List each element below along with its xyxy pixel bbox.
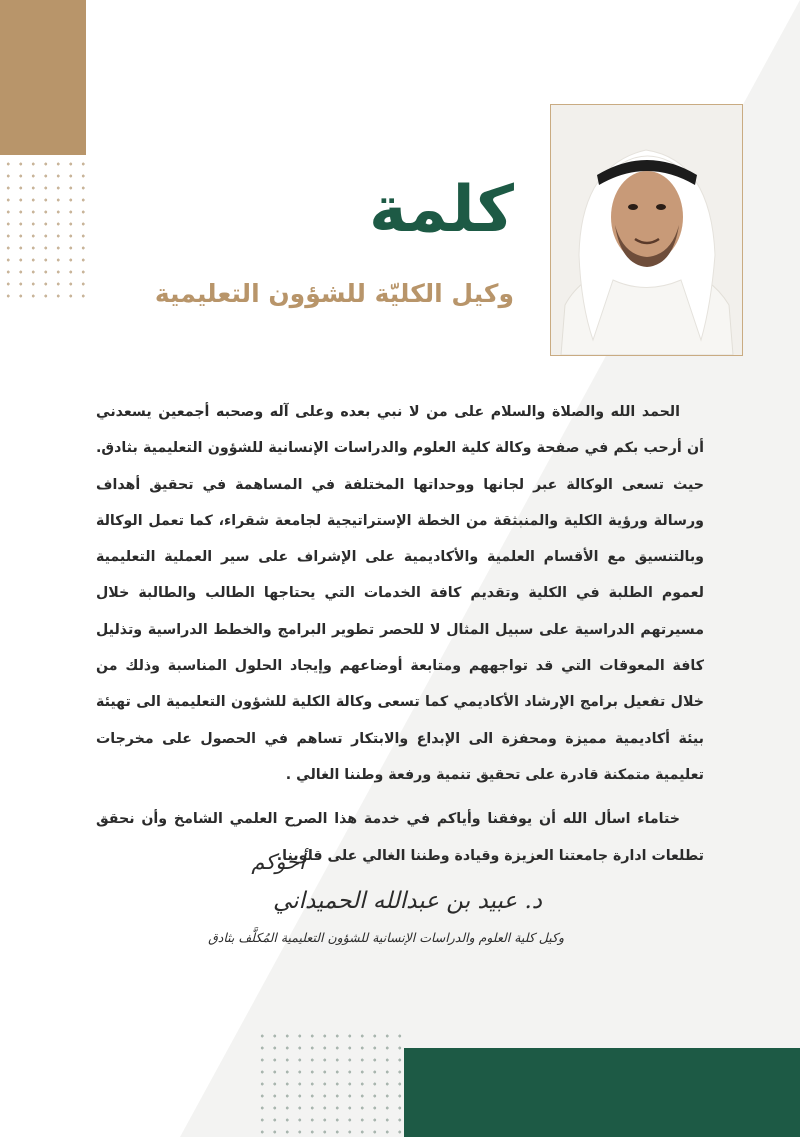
page-title: كلمة (368, 173, 514, 247)
portrait-photo (550, 104, 743, 356)
signature-greeting: أخوكم (251, 850, 305, 874)
signature-title: وكيل كلية العلوم والدراسات الإنسانية للشؤون التعليمية المُكلَّف بثادق (208, 930, 564, 945)
dot-pattern-bottom (256, 1030, 406, 1137)
green-accent-block (404, 1048, 800, 1137)
dot-pattern-left (2, 158, 88, 306)
gold-accent-bar (0, 0, 86, 155)
message-body (96, 394, 704, 874)
page-subtitle: وكيل الكليّة للشؤون التعليمية (154, 279, 514, 308)
message-paragraph-closing: ختاماء اسأل الله أن يوفقنا وأياكم في خدمة هذا الصرح العلمي الشامخ وأن نحقق تطلعات ادارة جامعتنا العزيزة وقيادة وطننا الغالي على قلوبنا. (96, 811, 704, 864)
signature-name: د. عبيد بن عبدالله الحميداني (273, 888, 542, 914)
portrait-photo-icon (551, 105, 742, 355)
message-paragraph: الحمد الله والصلاة والسلام على من لا نبي بعده وعلى آله وصحبه أجمعين يسعدني أن أرحب بكم في صفحة وكالة كلية العلوم والدراسات الإنسانية للشؤون التعليمية بثادق. حيث تسعى الوكالة عبر لجانها ووحداتها المختلفة في المساهمة في تحقيق أهداف ورسالة ورؤية الكلية والمنبثقة من الخطة الإستراتيجية لجامعة شقراء، كما تعمل الوكالة وبالتنسيق مع الأقسام العلمية والأكاديمية على الإشراف على سير العملية التعليمية لعموم الطلبة في الكلية وتقديم كافة الخدمات التي يحتاجها الطالب والطالبة خلال مسيرتهم الدراسية على سبيل المثال لا للحصر تطوير البرامج والخطط الدراسية وتذليل كافة المعوقات التي قد تواجههم ومتابعة أوضاعهم وإيجاد الحلول المناسبة وذلك من خلال تفعيل برامج الإرشاد الأكاديمي كما تسعى وكالة الكلية للشؤون التعليمية الى تهيئة بيئة أكاديمية مميزة ومحفزة الى الإبداع والابتكار تساهم في الحصول على مخرجات تعليمية متمكنة قادرة على تحقيق تنمية ورفعة وطننا الغالي . (96, 404, 704, 783)
